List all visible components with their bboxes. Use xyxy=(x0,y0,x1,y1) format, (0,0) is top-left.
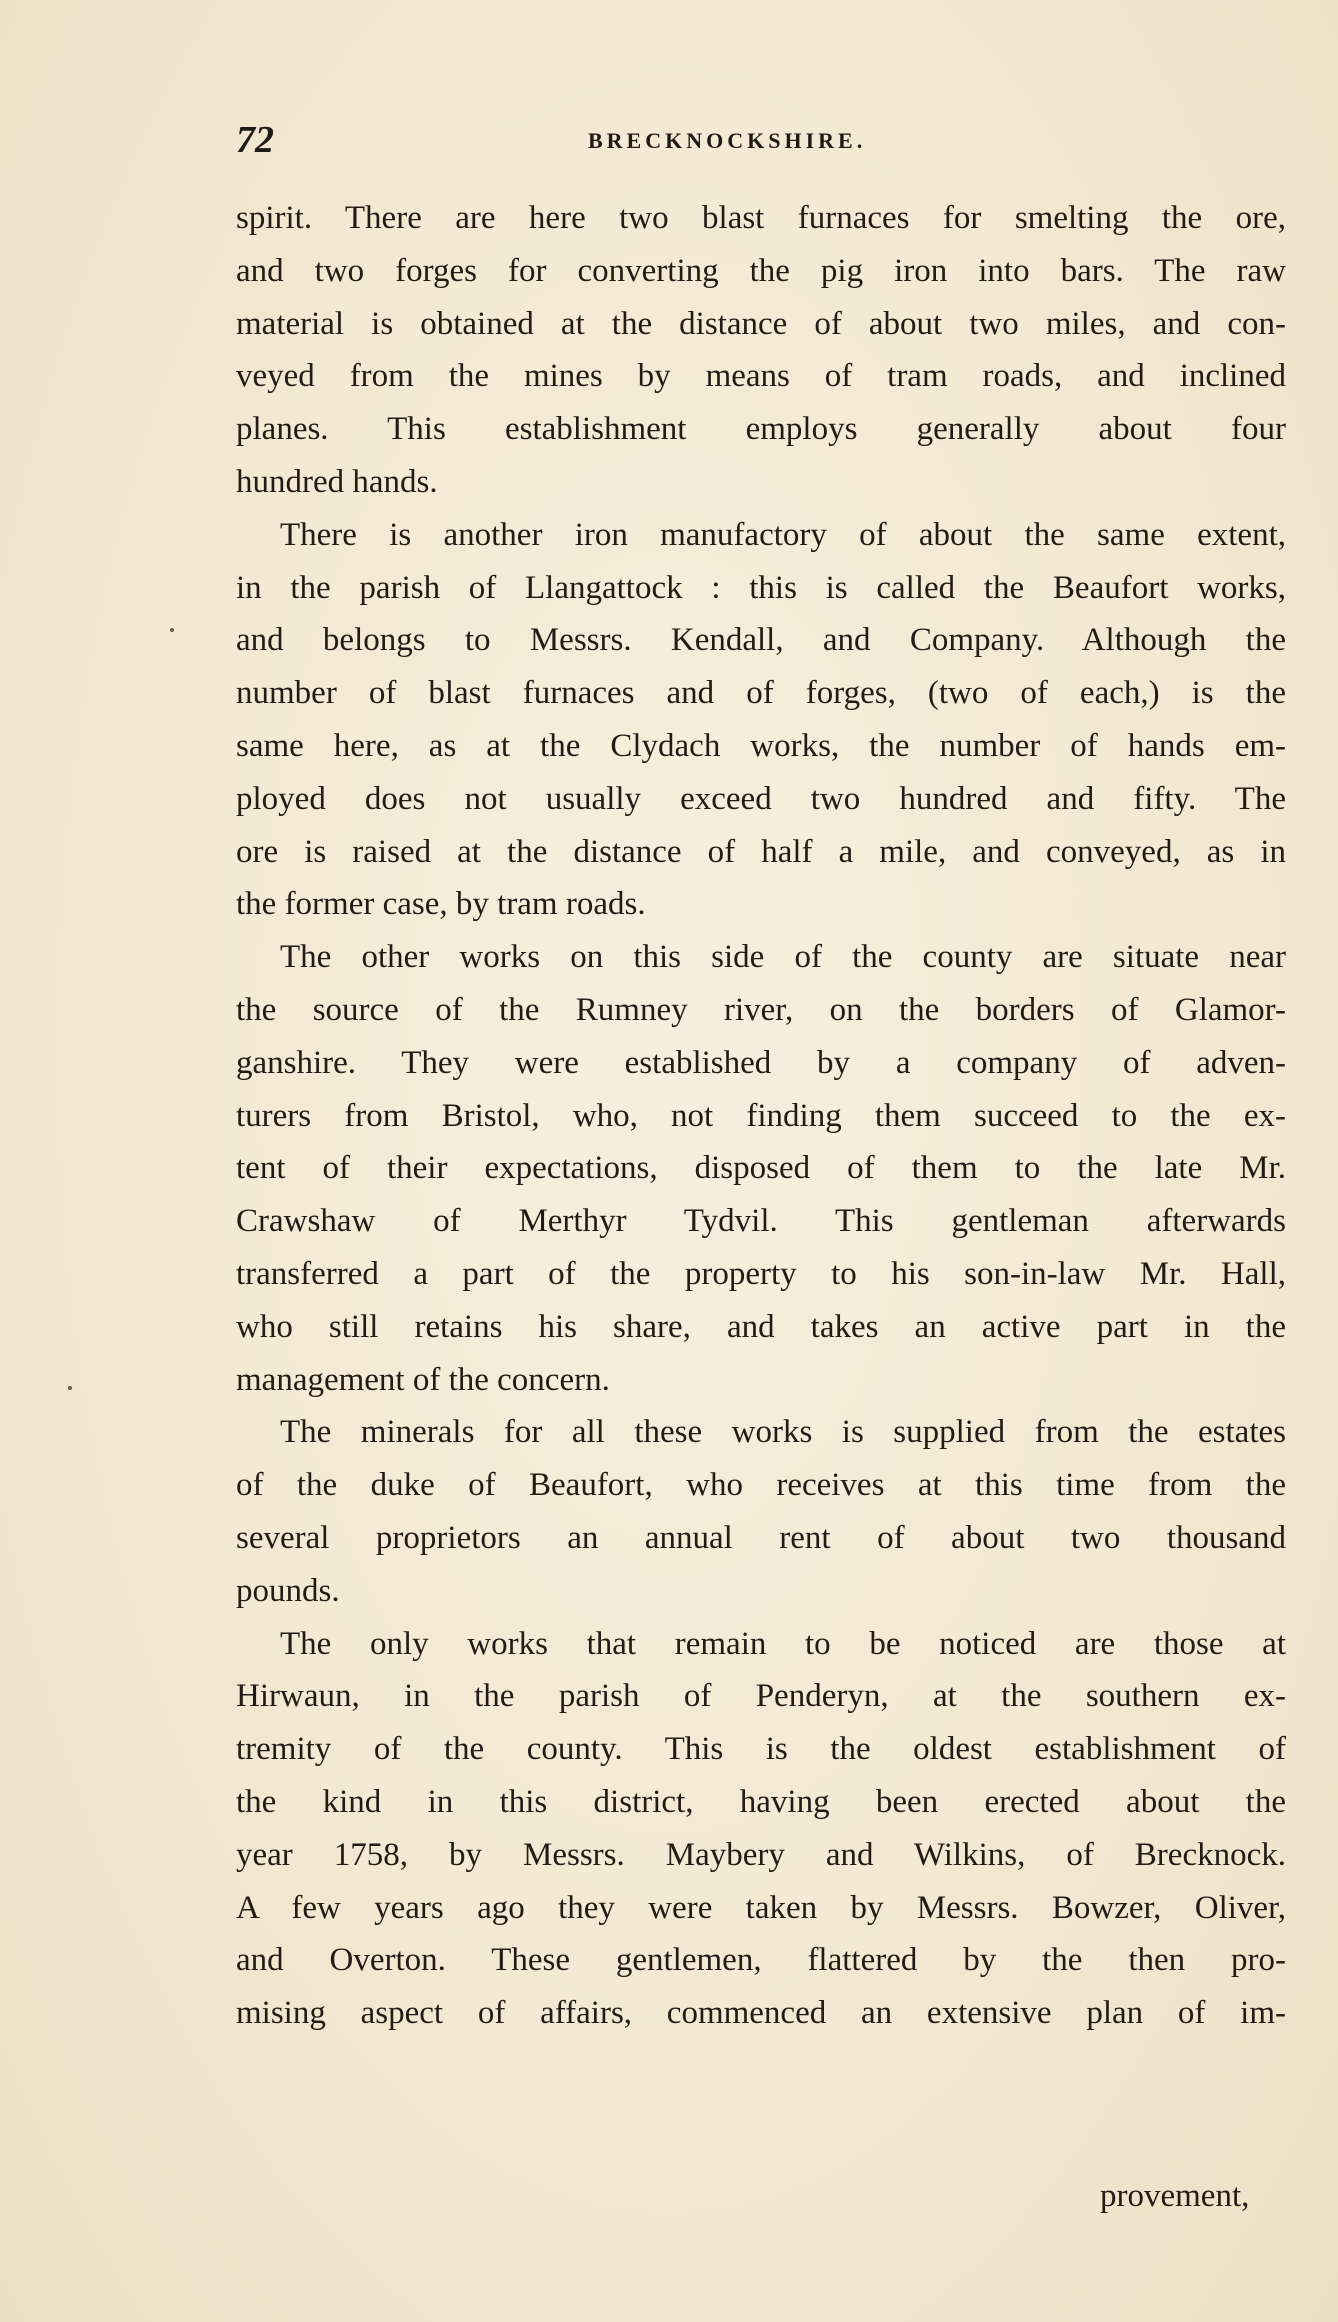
text-line: several proprietors an annual rent of about two thousand xyxy=(236,1519,1286,1556)
catchword: provement, xyxy=(1100,2178,1250,2214)
text-line: year 1758, by Messrs. Maybery and Wilkins, of Brecknock. xyxy=(236,1836,1286,1873)
text-line: The only works that remain to be noticed are those at xyxy=(280,1625,1286,1662)
text-line: There is another iron manufactory of about the same extent, xyxy=(280,516,1286,553)
text-line: veyed from the mines by means of tram roads, and inclined xyxy=(236,358,1286,395)
text-line: transferred a part of the property to his son-in-law Mr. Hall, xyxy=(236,1255,1286,1292)
text-line: The other works on this side of the county are situate near xyxy=(280,939,1286,976)
text-line: ganshire. They were established by a company of adven- xyxy=(236,1044,1286,1081)
text-line: and Overton. These gentlemen, flattered by the then pro- xyxy=(236,1942,1286,1979)
text-line: the former case, by tram roads. xyxy=(236,886,646,923)
text-line: of the duke of Beaufort, who receives at this time from the xyxy=(236,1467,1286,1504)
text-line: hundred hands. xyxy=(236,463,438,500)
text-line: and two forges for converting the pig iron into bars. The raw xyxy=(236,252,1286,289)
text-line: the source of the Rumney river, on the borders of Glamor- xyxy=(236,991,1286,1028)
text-line: and belongs to Messrs. Kendall, and Company. Although the xyxy=(236,622,1286,659)
text-line: planes. This establishment employs generally about four xyxy=(236,411,1286,448)
text-line: mising aspect of affairs, commenced an extensive plan of im- xyxy=(236,1995,1286,2032)
text-line: in the parish of Llangattock : this is called the Beaufort works, xyxy=(236,569,1286,606)
text-line: number of blast furnaces and of forges, (two of each,) is the xyxy=(236,675,1286,712)
page-header xyxy=(236,118,1306,168)
text-line: Crawshaw of Merthyr Tydvil. This gentleman afterwards xyxy=(236,1203,1286,1240)
text-line: spirit. There are here two blast furnaces for smelting the ore, xyxy=(236,200,1286,236)
text-line: tent of their expectations, disposed of them to the late Mr. xyxy=(236,1150,1286,1187)
text-line: same here, as at the Clydach works, the number of hands em- xyxy=(236,727,1286,764)
text-line: ployed does not usually exceed two hundred and fifty. The xyxy=(236,780,1286,817)
running-head: BRECKNOCKSHIRE. xyxy=(588,128,867,153)
text-line: A few years ago they were taken by Messrs. Bowzer, Oliver, xyxy=(236,1889,1286,1926)
text-line: who still retains his share, and takes an active part in the xyxy=(236,1308,1286,1345)
text-line: material is obtained at the distance of about two miles, and con- xyxy=(236,305,1286,342)
text-line: pounds. xyxy=(236,1572,340,1609)
ink-speck xyxy=(68,1386,72,1390)
text-line: the kind in this district, having been erected about the xyxy=(236,1783,1286,1820)
page-number: 72 xyxy=(236,119,274,161)
text-line: management of the concern. xyxy=(236,1361,610,1398)
text-line: The minerals for all these works is supplied from the estates xyxy=(280,1414,1286,1451)
body-text xyxy=(236,192,1286,2040)
text-line: ore is raised at the distance of half a mile, and conveyed, as in xyxy=(236,833,1286,870)
ink-speck xyxy=(170,628,174,632)
text-line: Hirwaun, in the parish of Penderyn, at the southern ex- xyxy=(236,1678,1286,1715)
text-line: turers from Bristol, who, not finding them succeed to the ex- xyxy=(236,1097,1286,1134)
text-line: tremity of the county. This is the oldest establishment of xyxy=(236,1731,1286,1768)
